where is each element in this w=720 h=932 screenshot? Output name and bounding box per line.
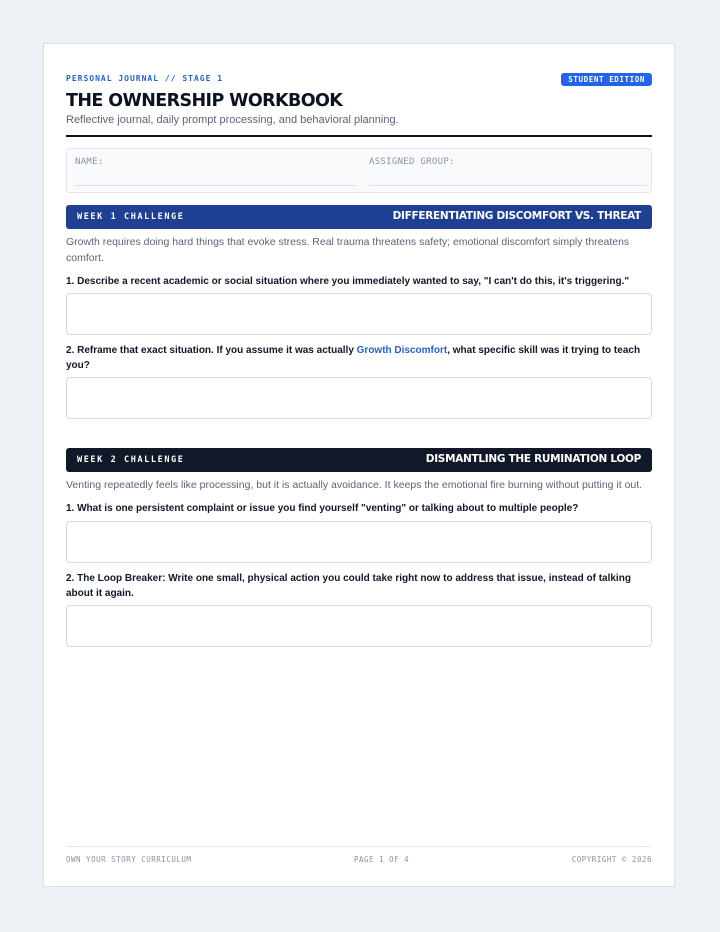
week2-question-1: 1. What is one persistent complaint or issue you find yourself "venting" or talking about to multiple people?	[66, 503, 579, 514]
identity-box	[66, 148, 652, 193]
page-subtitle: Reflective journal, daily prompt processing, and behavioral planning.	[66, 114, 399, 126]
footer-page-number: PAGE 1 OF 4	[354, 855, 410, 864]
week2-tag: WEEK 2 CHALLENGE	[77, 455, 185, 465]
week2-question-2: 2. The Loop Breaker: Write one small, physical action you could take right now to address that issue, instead of talking about it again.	[66, 573, 631, 599]
week2-intro: Venting repeatedly feels like processing, but it is actually avoidance. It keeps the emotional fire burning without putting it out.	[66, 479, 643, 491]
name-field[interactable]	[75, 149, 356, 192]
footer-copyright: COPYRIGHT © 2026	[571, 855, 652, 864]
page-title: THE OWNERSHIP WORKBOOK	[66, 91, 343, 111]
week1-q2-text-start: 2. Reframe that exact situation. If you assume it was actually	[66, 345, 357, 356]
edition-badge: STUDENT EDITION	[561, 73, 652, 86]
week1-header	[66, 205, 652, 229]
name-label: NAME:	[75, 157, 104, 167]
name-line	[75, 185, 356, 186]
week1-intro: Growth requires doing hard things that evoke stress. Real trauma threatens safety; emotional discomfort simply threatens comfort.	[66, 236, 630, 264]
group-field[interactable]	[369, 149, 647, 192]
week1-answer-2[interactable]	[66, 377, 652, 419]
footer-curriculum: OWN YOUR STORY CURRICULUM	[66, 855, 192, 864]
week1-answer-1[interactable]	[66, 293, 652, 335]
growth-discomfort-highlight: Growth Discomfort	[356, 345, 448, 356]
week2-header	[66, 448, 652, 472]
journal-eyebrow: PERSONAL JOURNAL // STAGE 1	[66, 74, 224, 83]
title-divider	[66, 135, 652, 137]
week1-title: DIFFERENTIATING DISCOMFORT VS. THREAT	[392, 210, 641, 222]
group-label: ASSIGNED GROUP:	[369, 157, 455, 167]
footer-divider	[66, 846, 652, 847]
week1-question-1: 1. Describe a recent academic or social situation where you immediately wanted to say, "I can't do this, it's triggering."	[66, 276, 630, 287]
group-line	[369, 185, 647, 186]
page-content	[66, 44, 652, 886]
week1-q2-text-end: , what specific skill was it trying to teach you?	[66, 345, 641, 371]
week2-answer-2[interactable]	[66, 605, 652, 647]
week2-answer-1[interactable]	[66, 521, 652, 563]
workbook-page	[43, 43, 675, 887]
week1-tag: WEEK 1 CHALLENGE	[77, 212, 185, 222]
week1-question-2	[66, 343, 652, 373]
week2-title: DISMANTLING THE RUMINATION LOOP	[425, 453, 641, 465]
